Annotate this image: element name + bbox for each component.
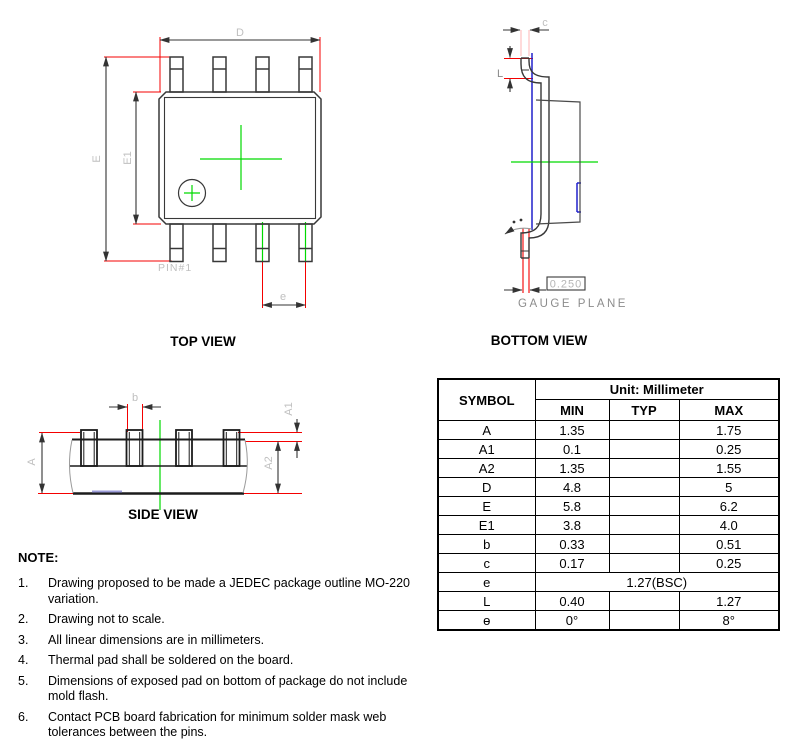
cell-min: 1.35 xyxy=(535,459,609,478)
dim-label-A2: A2 xyxy=(263,456,275,470)
cell-min: 0.33 xyxy=(535,535,609,554)
top-view-centerlines xyxy=(184,125,306,262)
dim-label-E1: E1 xyxy=(122,151,134,165)
body-inner-outline xyxy=(165,98,316,219)
table-row xyxy=(438,592,779,611)
bottom-view xyxy=(491,17,628,348)
cell-max: 1.75 xyxy=(679,421,779,440)
cell-max: 1.55 xyxy=(679,459,779,478)
cell-min: 0.1 xyxy=(535,440,609,459)
cell-typ xyxy=(609,440,679,459)
top-view xyxy=(91,27,321,349)
datum-lines xyxy=(532,53,581,230)
note-text: Drawing not to scale. xyxy=(48,612,165,626)
table-header-row xyxy=(438,379,779,400)
note-text: Contact PCB board fabrication for minimum solder mask web tolerances between the pins. xyxy=(48,709,387,739)
note-item xyxy=(18,674,438,705)
note-number: 4. xyxy=(18,653,29,667)
cell-symbol: D xyxy=(438,478,535,497)
pin1-marker-cross xyxy=(184,185,200,201)
cell-max: 6.2 xyxy=(679,497,779,516)
table-row xyxy=(438,554,779,573)
cell-typ xyxy=(609,592,679,611)
side-view-body xyxy=(69,430,247,494)
table-row xyxy=(438,421,779,440)
note-text: Drawing proposed to be made a JEDEC package outline MO-220 variation. xyxy=(48,576,411,606)
cell-typ xyxy=(609,478,679,497)
top-view-title: TOP VIEW xyxy=(170,334,236,349)
c-extension-lines xyxy=(521,30,529,56)
note-text: Thermal pad shall be soldered on the board. xyxy=(48,653,294,667)
dim-label-A: A xyxy=(26,458,38,466)
notes-heading: NOTE: xyxy=(18,550,59,565)
table-row xyxy=(438,478,779,497)
cell-max: 5 xyxy=(679,478,779,497)
cell-symbol: c xyxy=(438,554,535,573)
note-item xyxy=(18,576,438,607)
table-row xyxy=(438,573,779,592)
top-pins xyxy=(170,57,312,92)
side-view-extension-lines xyxy=(38,404,302,494)
table-row xyxy=(438,440,779,459)
side-view xyxy=(26,392,302,522)
header-max: MAX xyxy=(679,400,779,421)
cell-typ xyxy=(609,611,679,631)
cell-symbol: A xyxy=(438,421,535,440)
dim-label-b: b xyxy=(131,392,139,404)
cell-min: 1.35 xyxy=(535,421,609,440)
note-item xyxy=(18,633,438,649)
cell-symbol: E xyxy=(438,497,535,516)
cell-min: 0.17 xyxy=(535,554,609,573)
cell-symbol: ɵ xyxy=(438,611,535,631)
center-cross xyxy=(200,125,282,190)
cell-min: 0.40 xyxy=(535,592,609,611)
cell-symbol: e xyxy=(438,573,535,592)
cell-max: 8° xyxy=(679,611,779,631)
cell-max: 0.25 xyxy=(679,554,779,573)
body-outline xyxy=(159,92,321,224)
cell-max: 0.51 xyxy=(679,535,779,554)
cell-min: 3.8 xyxy=(535,516,609,535)
cell-symbol: L xyxy=(438,592,535,611)
table-row xyxy=(438,611,779,631)
gauge-plane-label: GAUGE PLANE xyxy=(518,298,628,310)
table-row xyxy=(438,497,779,516)
cell-min: 5.8 xyxy=(535,497,609,516)
table-row xyxy=(438,516,779,535)
dim-label-e: e xyxy=(279,291,287,303)
cell-symbol: A1 xyxy=(438,440,535,459)
header-min: MIN xyxy=(535,400,609,421)
table-row xyxy=(438,535,779,554)
cell-symbol: A2 xyxy=(438,459,535,478)
dimension-table xyxy=(437,378,780,631)
cell-symbol: b xyxy=(438,535,535,554)
cell-typ xyxy=(609,535,679,554)
cell-min: 4.8 xyxy=(535,478,609,497)
cell-typ xyxy=(609,459,679,478)
bottom-view-title: BOTTOM VIEW xyxy=(490,333,588,348)
note-text: Dimensions of exposed pad on bottom of package do not include mold flash. xyxy=(48,673,408,703)
gauge-value: 0.250 xyxy=(549,278,583,291)
note-number: 5. xyxy=(18,673,29,688)
note-number: 2. xyxy=(18,612,29,626)
header-symbol: SYMBOL xyxy=(438,379,535,421)
header-unit: Unit: Millimeter xyxy=(535,379,779,400)
note-item xyxy=(18,612,438,628)
cell-min: 0° xyxy=(535,611,609,631)
dim-label-D: D xyxy=(236,27,244,39)
note-number: 6. xyxy=(18,709,29,724)
cell-symbol: E1 xyxy=(438,516,535,535)
cell-typ xyxy=(609,554,679,573)
notes-section xyxy=(18,550,438,746)
note-item xyxy=(18,653,438,669)
cell-span-value: 1.27(BSC) xyxy=(535,573,779,592)
dim-label-E: E xyxy=(91,155,103,163)
pin1-label: PIN#1 xyxy=(158,262,193,274)
side-view-title: SIDE VIEW xyxy=(128,507,198,522)
cell-max: 1.27 xyxy=(679,592,779,611)
dim-label-L: L xyxy=(496,68,504,80)
note-text: All linear dimensions are in millimeters. xyxy=(48,632,265,647)
table-row xyxy=(438,459,779,478)
cell-typ xyxy=(609,497,679,516)
cell-typ xyxy=(609,421,679,440)
header-typ: TYP xyxy=(609,400,679,421)
note-item xyxy=(18,710,438,741)
bottom-pins xyxy=(170,224,312,262)
note-number: 3. xyxy=(18,632,29,647)
cell-typ xyxy=(609,516,679,535)
cell-max: 4.0 xyxy=(679,516,779,535)
cell-max: 0.25 xyxy=(679,440,779,459)
note-number: 1. xyxy=(18,576,29,590)
dim-label-c: c xyxy=(542,17,548,29)
dim-label-A1: A1 xyxy=(283,402,295,416)
